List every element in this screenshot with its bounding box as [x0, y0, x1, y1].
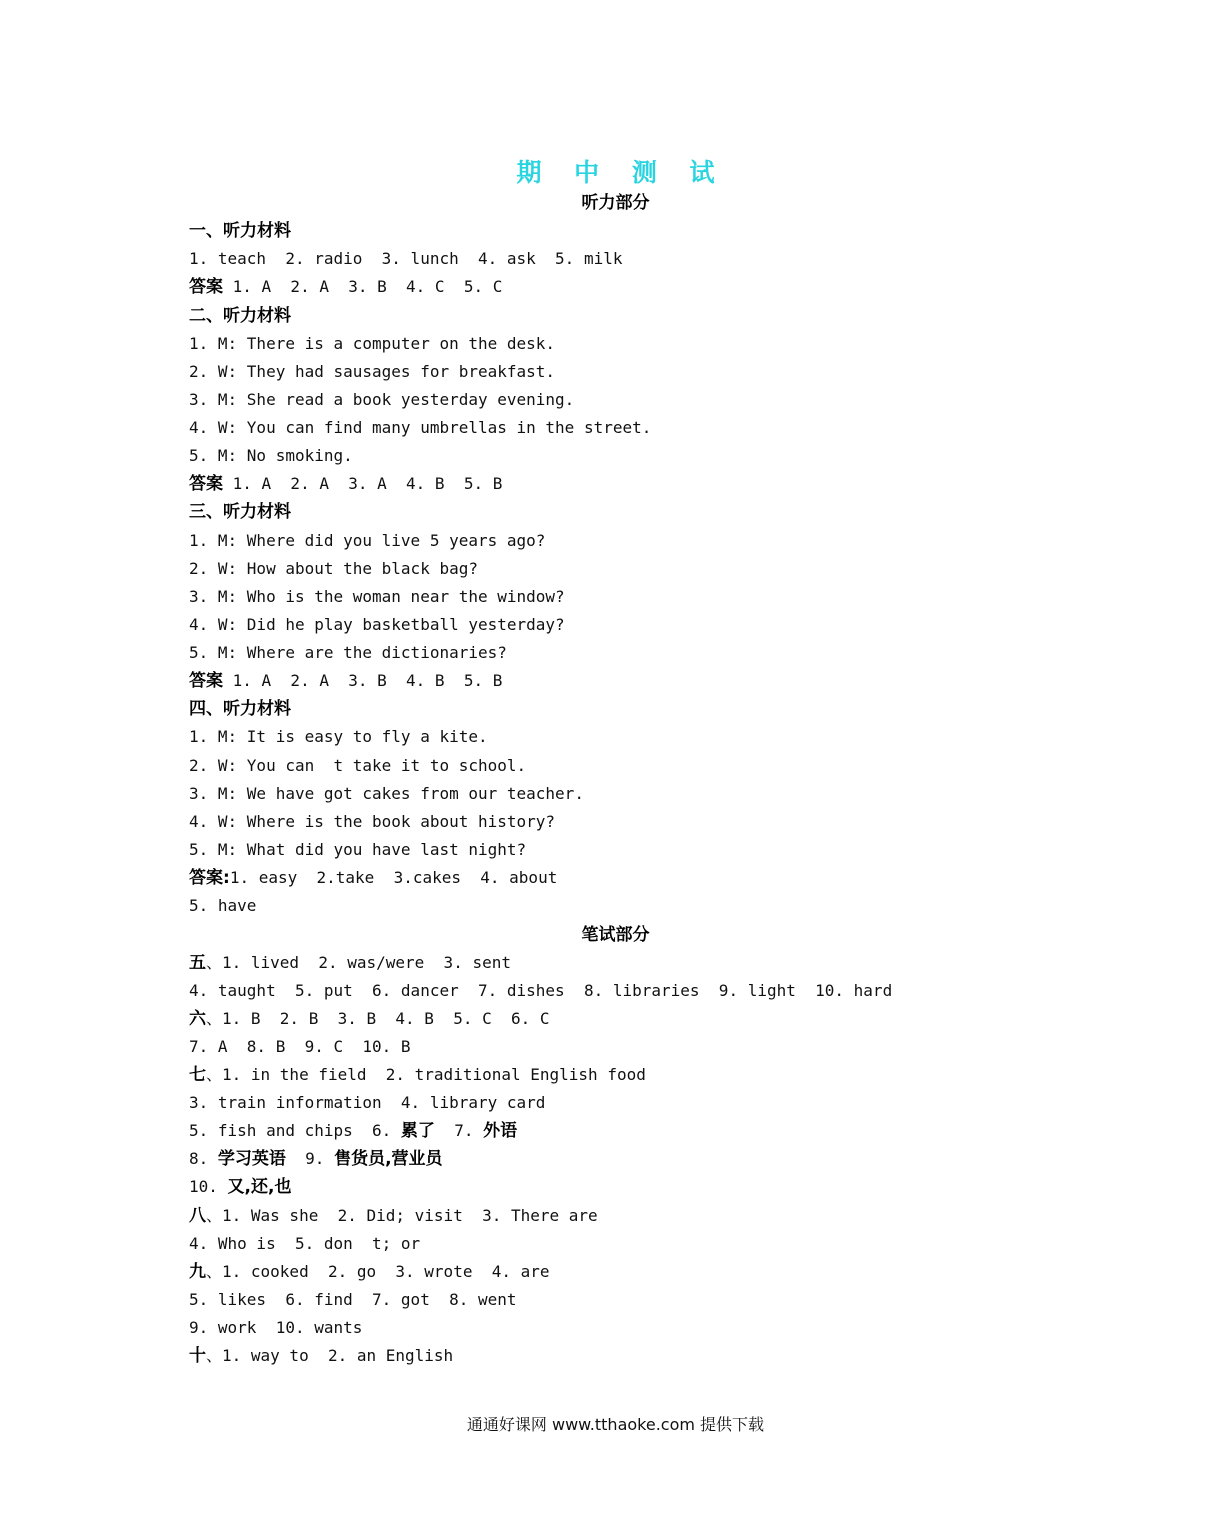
- section2-line: 4. W: You can find many umbrellas in the street.: [189, 418, 652, 437]
- section4-answer-cont: 5. have: [189, 896, 257, 915]
- section7-text: 8.: [189, 1149, 218, 1168]
- section2-line: 5. M: No smoking.: [189, 446, 353, 465]
- section3-heading: 三、听力材料: [189, 502, 291, 522]
- section4-answer: [189, 865, 557, 891]
- writing-heading: 笔试部分: [581, 925, 650, 945]
- section7-line: [189, 1174, 291, 1200]
- listening-heading: 听力部分: [581, 193, 650, 213]
- section4-line: 3. M: We have got cakes from our teacher.: [189, 784, 584, 803]
- answer-text: 1. A 2. A 3. A 4. B 5. B: [223, 474, 503, 493]
- section3-line: 5. M: Where are the dictionaries?: [189, 643, 507, 662]
- section9-line: 9. work 10. wants: [189, 1318, 363, 1337]
- section6-label: 六: [189, 1009, 206, 1029]
- section7-label: 七: [189, 1065, 206, 1085]
- section9-text: 、1. cooked 2. go 3. wrote 4. are: [206, 1262, 550, 1281]
- section7-chinese: 又,还,也: [227, 1177, 292, 1197]
- section8-text: 、1. Was she 2. Did; visit 3. There are: [206, 1206, 598, 1225]
- answer-label: 答案: [189, 671, 223, 691]
- section6-text: 、1. B 2. B 3. B 4. B 5. C 6. C: [206, 1009, 550, 1028]
- answer-label: 答案: [189, 277, 223, 297]
- section7-line: [189, 1118, 517, 1144]
- section7-line: 3. train information 4. library card: [189, 1093, 546, 1112]
- answer-text: 1. easy 2.take 3.cakes 4. about: [229, 868, 558, 887]
- answer-text: 1. A 2. A 3. B 4. C 5. C: [223, 277, 503, 296]
- section5-line: 4. taught 5. put 6. dancer 7. dishes 8. libraries 9. light 10. hard: [189, 981, 893, 1000]
- section7-text: 9.: [285, 1149, 335, 1168]
- section4-heading: 四、听力材料: [189, 699, 291, 719]
- section7-line: [189, 1146, 443, 1172]
- section5-line: [189, 950, 511, 976]
- section9-line: [189, 1259, 550, 1285]
- section4-line: 2. W: You can t take it to school.: [189, 756, 527, 775]
- section3-line: 2. W: How about the black bag?: [189, 559, 478, 578]
- section6-line: 7. A 8. B 9. C 10. B: [189, 1037, 411, 1056]
- section2-answer: [189, 471, 502, 497]
- section7-text: 5. fish and chips 6.: [189, 1121, 401, 1140]
- section3-answer: [189, 668, 502, 694]
- section3-line: 3. M: Who is the woman near the window?: [189, 587, 565, 606]
- section7-chinese: 售货员,营业员: [334, 1149, 443, 1169]
- section3-line: 1. M: Where did you live 5 years ago?: [189, 531, 546, 550]
- section2-heading: 二、听力材料: [189, 306, 291, 326]
- section7-line: [189, 1062, 646, 1088]
- section7-text: 10.: [189, 1177, 228, 1196]
- section6-line: [189, 1006, 550, 1032]
- section10-label: 十: [189, 1346, 206, 1366]
- section7-text: 、1. in the field 2. traditional English food: [206, 1065, 646, 1084]
- section5-text: 、1. lived 2. was/were 3. sent: [206, 953, 511, 972]
- section10-line: [189, 1343, 453, 1369]
- section5-label: 五: [189, 953, 206, 973]
- page-footer: 通通好课网 www.tthaoke.com 提供下载: [466, 1415, 765, 1434]
- answer-text: 1. A 2. A 3. B 4. B 5. B: [223, 671, 503, 690]
- section8-label: 八: [189, 1206, 206, 1226]
- section8-line: [189, 1203, 598, 1229]
- section7-chinese: 外语: [483, 1121, 518, 1141]
- section7-chinese: 累了: [400, 1121, 435, 1141]
- answer-label: 答案:: [189, 868, 230, 888]
- page-title: 期 中 测 试: [516, 158, 727, 187]
- section4-line: 4. W: Where is the book about history?: [189, 812, 556, 831]
- section9-line: 5. likes 6. find 7. got 8. went: [189, 1290, 517, 1309]
- section2-line: 2. W: They had sausages for breakfast.: [189, 362, 556, 381]
- section1-heading: 一、听力材料: [189, 221, 291, 241]
- answer-label: 答案: [189, 474, 223, 494]
- section4-line: 1. M: It is easy to fly a kite.: [189, 727, 488, 746]
- section2-line: 3. M: She read a book yesterday evening.: [189, 390, 575, 409]
- section2-line: 1. M: There is a computer on the desk.: [189, 334, 556, 353]
- section7-chinese: 学习英语: [217, 1149, 286, 1169]
- section7-text: 7.: [434, 1121, 484, 1140]
- section10-text: 、1. way to 2. an English: [206, 1346, 454, 1365]
- section1-words: 1. teach 2. radio 3. lunch 4. ask 5. milk: [189, 249, 623, 268]
- section9-label: 九: [189, 1262, 206, 1282]
- section4-line: 5. M: What did you have last night?: [189, 840, 527, 859]
- section1-answer: [189, 274, 502, 300]
- section3-line: 4. W: Did he play basketball yesterday?: [189, 615, 565, 634]
- section8-line: 4. Who is 5. don t; or: [189, 1234, 421, 1253]
